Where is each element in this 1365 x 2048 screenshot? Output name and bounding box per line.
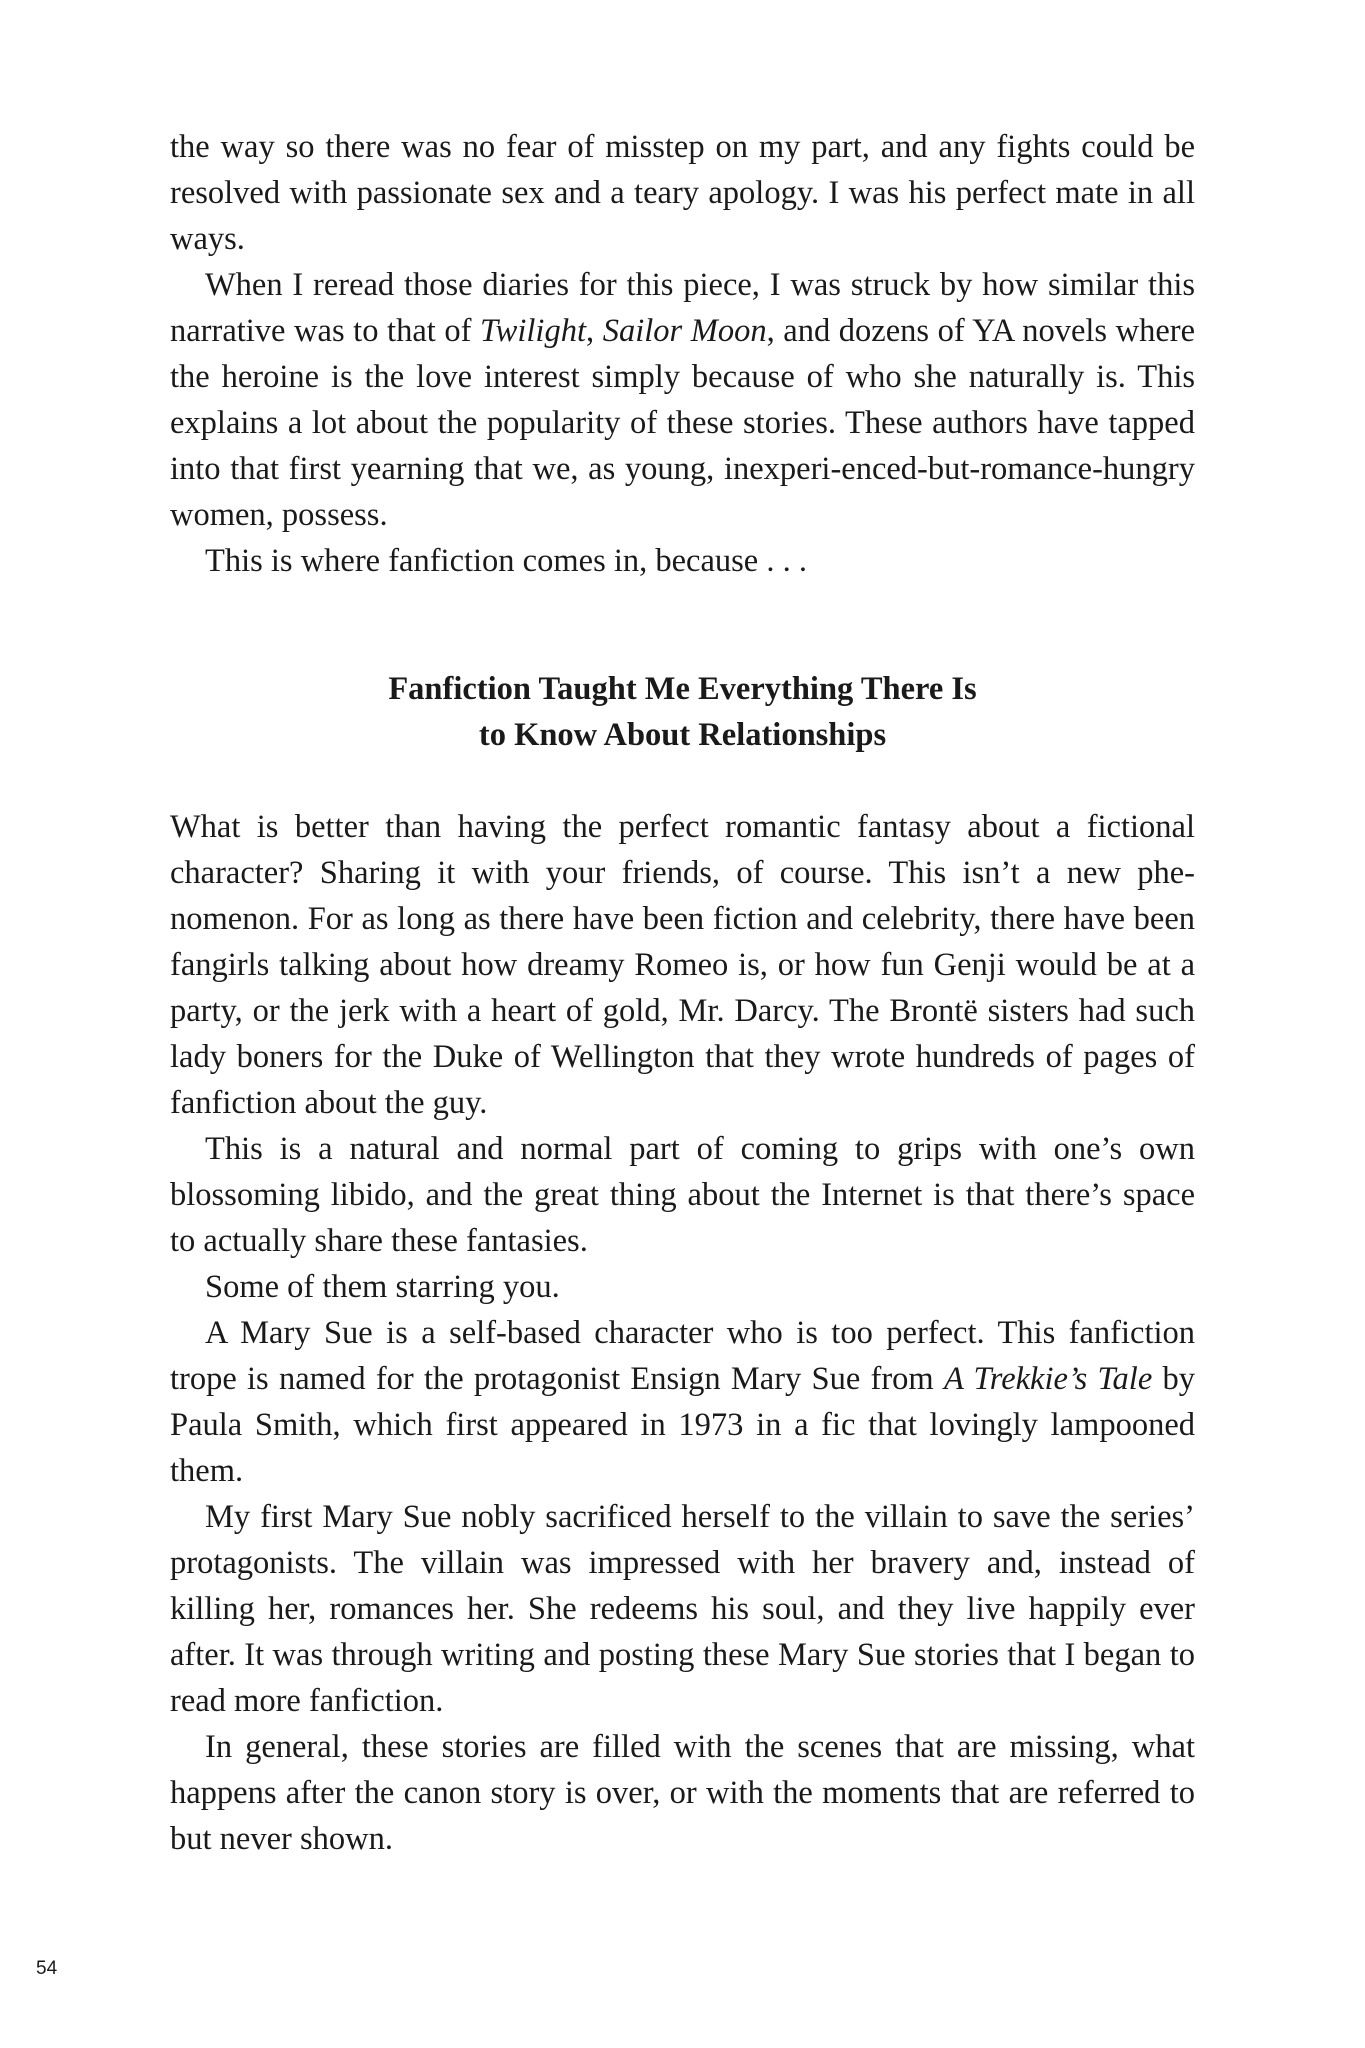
heading-line-1: Fanfiction Taught Me Everything There Is: [388, 671, 977, 707]
paragraph-starring: Some of them starring you.: [205, 1269, 560, 1305]
body-text-block: [170, 804, 1195, 1862]
paragraph-diaries: When I reread those diaries for this piece, I was struck by how similar this narrative was to that of Twilight, Sailor Moon, and dozens of YA novels where the heroine is the love interest simply because of who she naturally is. This explains a lot about the popularity of these stories. These authors have tapped into that first yearning that we, as young, inexperi-enced-but-romance-hungry women, possess.: [170, 267, 1196, 533]
paragraph-in-general: In general, these stories are filled with the scenes that are missing, what happens after the canon story is over, or with the moments that are referred to but never shown.: [170, 1729, 1195, 1857]
paragraph-transition: This is where fanfiction comes in, because . . .: [205, 543, 807, 579]
top-text-block: [170, 124, 1195, 584]
heading-line-2: to Know About Relationships: [478, 717, 887, 753]
title-trekkies-tale: A Trekkie’s Tale: [943, 1361, 1153, 1397]
paragraph-continuation: the way so there was no fear of misstep on my part, and any fights could be resolved with passionate sex and a teary apology. I was his perfect mate in all ways.: [170, 129, 1195, 257]
page-number: 54: [36, 1958, 58, 1979]
paragraph-libido: This is a natural and normal part of coming to grips with one’s own blossoming libido, and the great thing about the Internet is that there’s space to actually share these fantasies.: [170, 1131, 1195, 1259]
paragraph-mary-sue: A Mary Sue is a self-based character who is too perfect. This fanfiction trope is named for the protagonist Ensign Mary Sue from A Trekkie’s Tale by Paula Smith, which first appeared in 1973 in a fic that lovingly lampooned them.: [170, 1315, 1196, 1489]
paragraph-sharing: What is better than having the perfect romantic fantasy about a fictional character? Sharing it with your friends, of course. This isn’t a new phe-nomenon. For as long as there have been fiction and celebrity, there have been fangirls talking about how dreamy Romeo is, or how fun Genji would be at a party, or the jerk with a heart of gold, Mr. Darcy. The Brontë sisters had such lady boners for the Duke of Wellington that they wrote hundreds of pages of fanfiction about the guy.: [170, 809, 1195, 1121]
paragraph-first-mary-sue: My first Mary Sue nobly sacrificed herself to the villain to save the series’ protagonists. The villain was impressed with her bravery and, instead of killing her, romances her. She redeems his soul, and they live happily ever after. It was through writing and posting these Mary Sue stories that I began to read more fanfiction.: [170, 1499, 1195, 1719]
section-heading: [170, 666, 1195, 758]
title-twilight: Twilight: [480, 313, 586, 349]
title-sailor-moon: Sailor Moon: [602, 313, 767, 349]
